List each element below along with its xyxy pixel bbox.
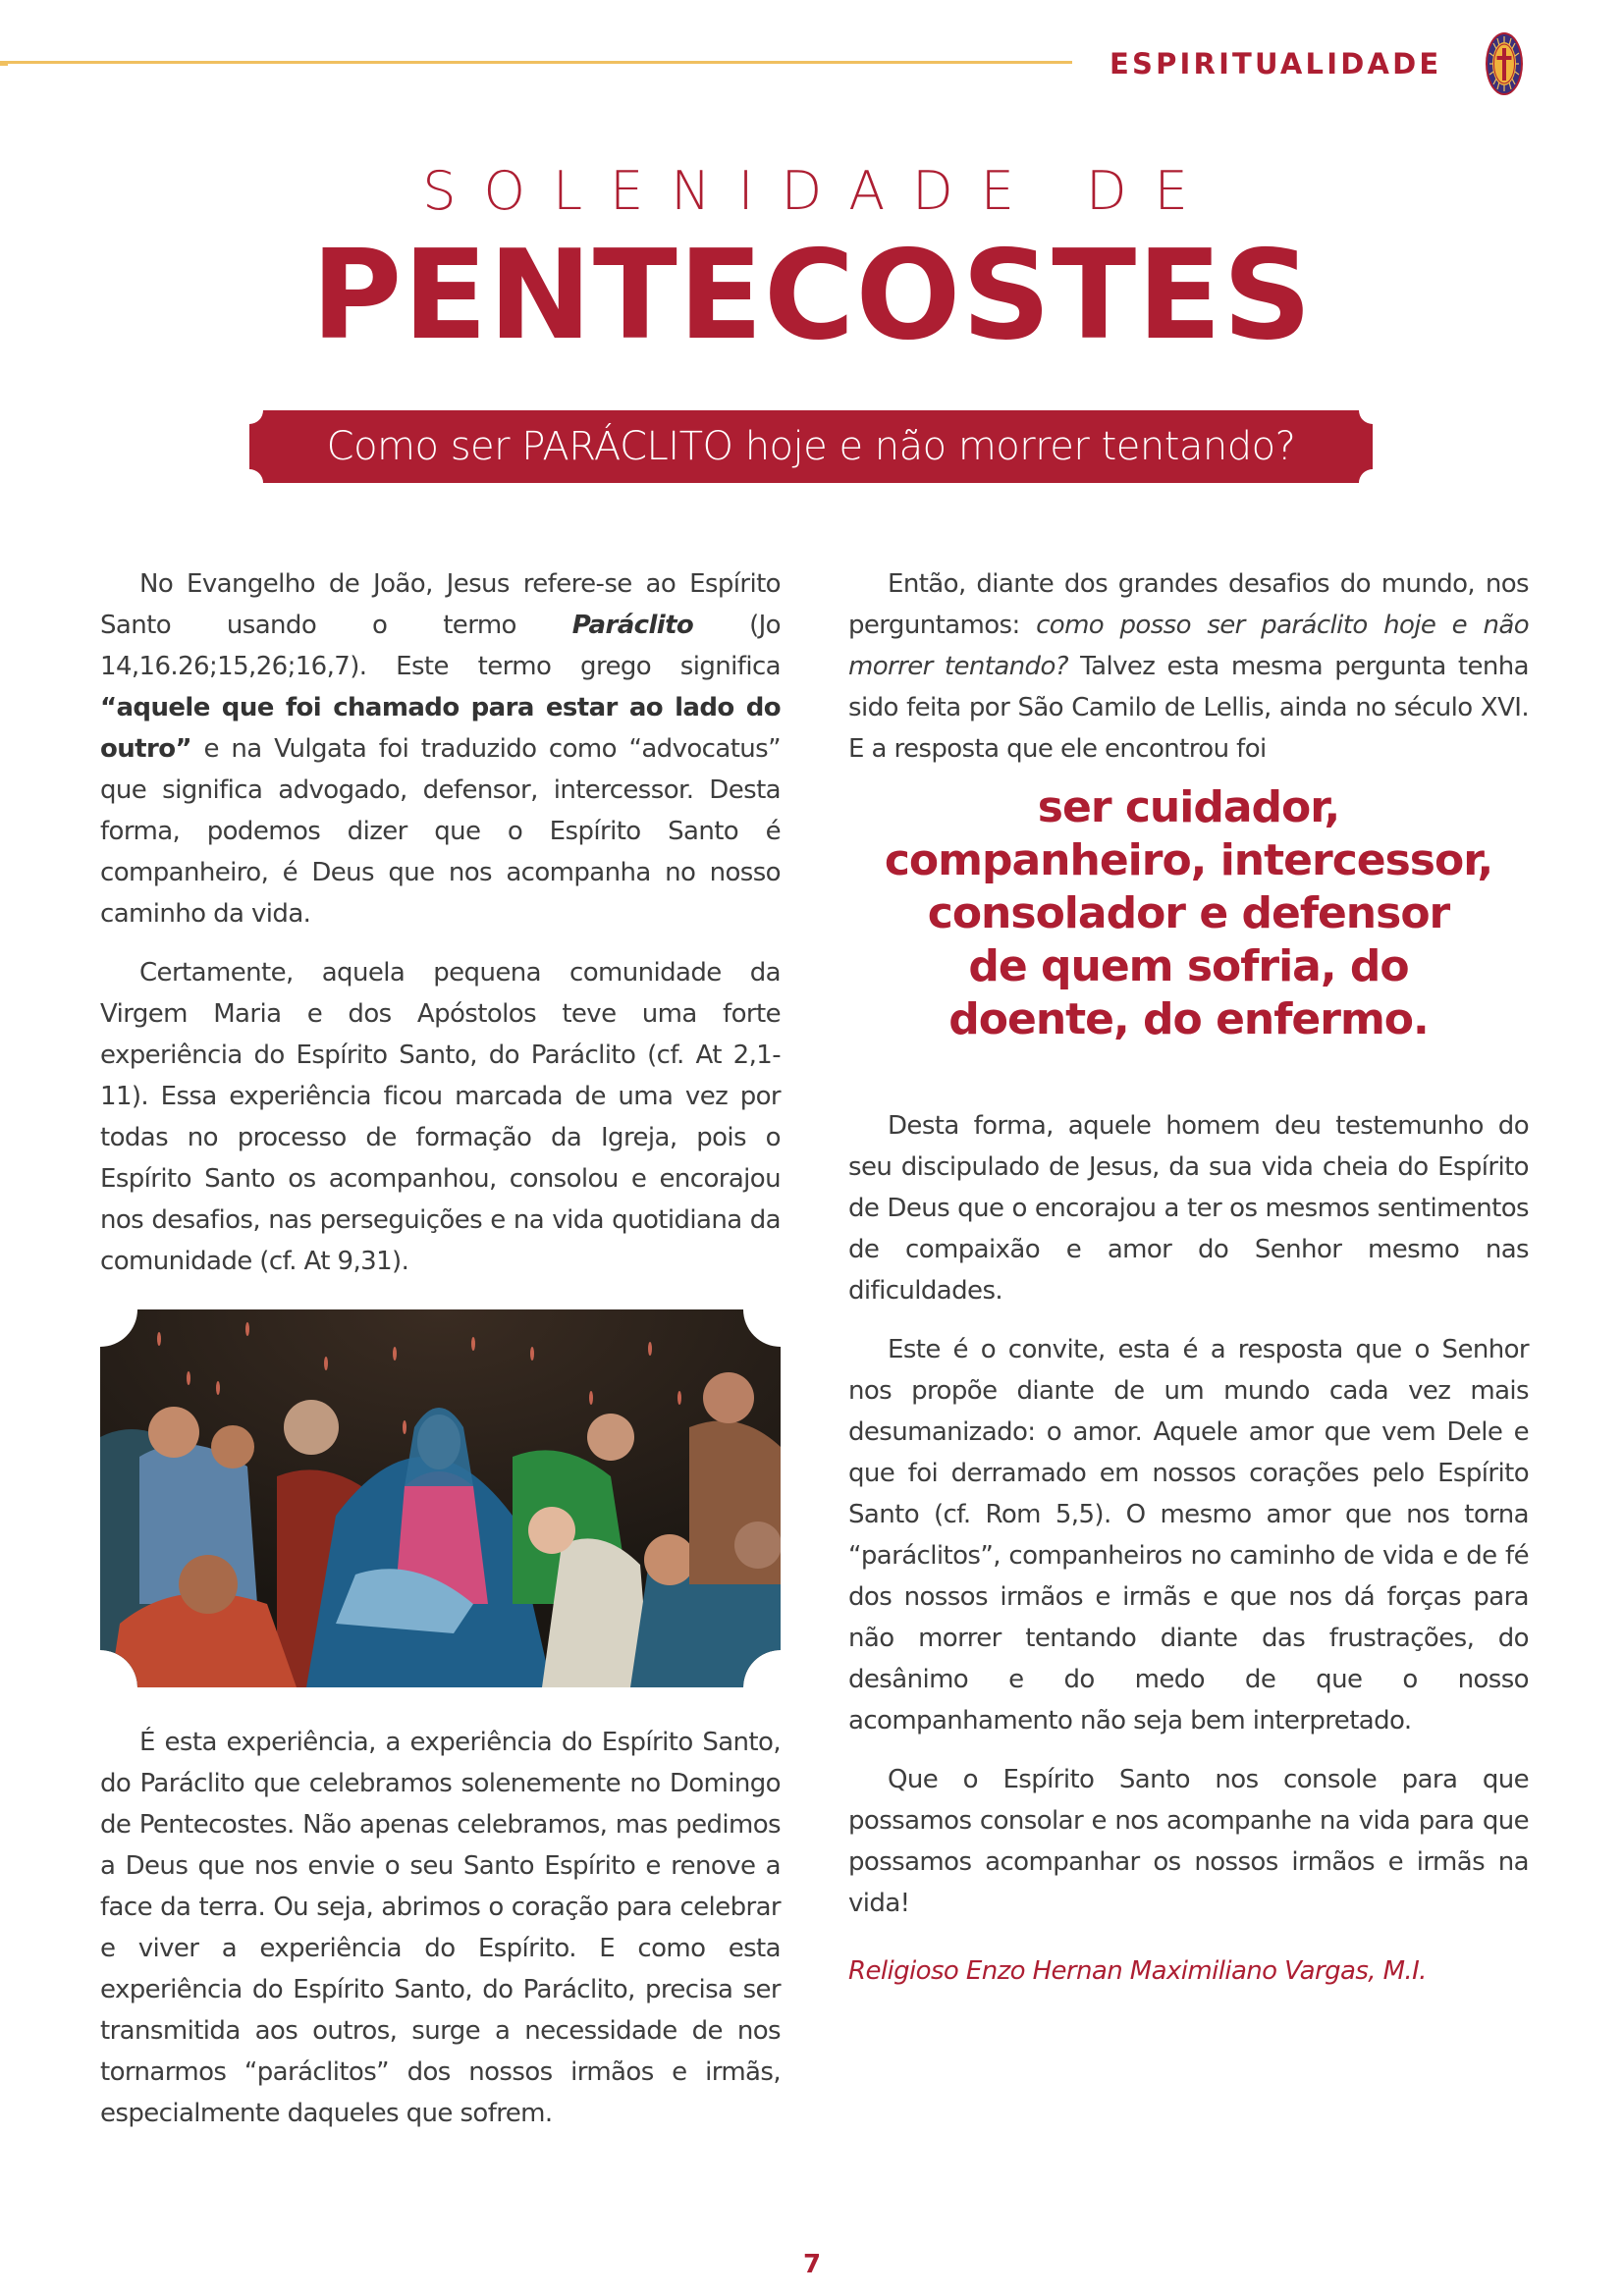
paragraph [100, 563, 781, 934]
paragraph: Certamente, aquela pequena comunidade da Virgem Maria e dos Apóstolos teve uma forte experiência do Espírito Santo, do Paráclito (cf. At 2,1-11). Essa experiência ficou marcada de uma vez por todas no processo de formação da Igreja, pois o Espírito Santo os acompanhou, consolou e encorajou nos desafios, nas perseguições e na vida quotidiana da comunidade (cf. At 9,31). [100, 958, 781, 1276]
page-number: 7 [802, 2250, 822, 2279]
left-column-continued [100, 1722, 781, 2152]
header-rule-stub [0, 61, 8, 66]
subtitle-banner [249, 410, 1373, 483]
quote-line: doente, do enfermo. [948, 994, 1429, 1044]
text: Então, diante dos grandes desafios do mundo, nos perguntamos: [848, 569, 1529, 640]
right-column-continued [848, 1105, 1529, 1942]
text: Talvez esta mesma pergunta tenha sido feita por São Camilo de Lellis, ainda no século XVI. E a resposta que ele encontrou foi [848, 652, 1529, 764]
title-kicker: SOLENIDADE DE [422, 160, 1216, 222]
text: (Jo 14,16.26;15,26;16,7). Este termo grego significa [100, 611, 781, 681]
header-rule [0, 61, 1072, 64]
term-paraclito: Paráclito [571, 611, 694, 640]
right-column [848, 563, 1529, 787]
pentecost-painting [100, 1309, 781, 1687]
banner-text: Como ser PARÁCLITO hoje e não morrer tentando? [326, 424, 1296, 469]
paragraph: Desta forma, aquele homem deu testemunho do seu discipulado de Jesus, da sua vida cheia do Espírito de Deus que o encorajou a ter os mesmos sentimentos de compaixão e amor do Senhor mesmo nas dificuldades. [848, 1111, 1529, 1306]
paragraph [848, 563, 1529, 770]
quote-line: consolador e defensor [927, 888, 1450, 938]
question-italic: como posso ser paráclito hoje e não morrer tentando? [848, 611, 1529, 681]
page-title: PENTECOSTES [311, 223, 1313, 367]
painting-image [100, 1309, 781, 1687]
text: e na Vulgata foi traduzido como “advocatus” que significa advogado, defensor, intercessor. Desta forma, podemos dizer que o Espírito Santo é companheiro, é Deus que nos acompanha no nosso caminho da vida. [100, 734, 781, 929]
paragraph: É esta experiência, a experiência do Espírito Santo, do Paráclito que celebramos solenemente no Domingo de Pentecostes. Não apenas celebramos, mas pedimos a Deus que nos envie o seu Santo Espírito e renove a face da terra. Ou seja, abrimos o coração para celebrar e viver a experiência do Espírito. E como esta experiência do Espírito Santo, do Paráclito, precisa ser transmitida aos outros, surge a necessidade de nos tornarmos “paráclitos” dos nossos irmãos e irmãs, especialmente daqueles que sofrem. [100, 1728, 781, 2128]
definition-bold: “aquele que foi chamado para estar ao lado do outro” [100, 693, 781, 764]
left-column [100, 563, 781, 1300]
author-signature: Religioso Enzo Hernan Maximiliano Vargas, M.I. [848, 1956, 1427, 1986]
quote-line: de quem sofria, do [968, 941, 1409, 991]
highlight-quote [848, 781, 1529, 1046]
text: No Evangelho de João, Jesus refere-se ao Espírito Santo usando o termo [100, 569, 781, 640]
paragraph: Que o Espírito Santo nos console para que possamos consolar e nos acompanhe na vida para que possamos acompanhar os nossos irmãos e irmãs na vida! [848, 1765, 1529, 1918]
quote-line: ser cuidador, [1037, 782, 1340, 832]
cross-emblem-icon [1485, 31, 1524, 96]
quote-line: companheiro, intercessor, [884, 835, 1493, 885]
paragraph: Este é o convite, esta é a resposta que o Senhor nos propõe diante de um mundo cada vez mais desumanizado: o amor. Aquele amor que vem Dele e que foi derramado em nossos corações pelo Espírito Santo (cf. Rom 5,5). O mesmo amor que nos torna “paráclitos”, companheiros no caminho de vida e de fé dos nossos irmãos e irmãs e que nos dá forças para não morrer tentando diante das frustrações, do desânimo e do medo de que o nosso acompanhamento não seja bem interpretado. [848, 1335, 1529, 1735]
section-label: ESPIRITUALIDADE [1110, 47, 1442, 80]
